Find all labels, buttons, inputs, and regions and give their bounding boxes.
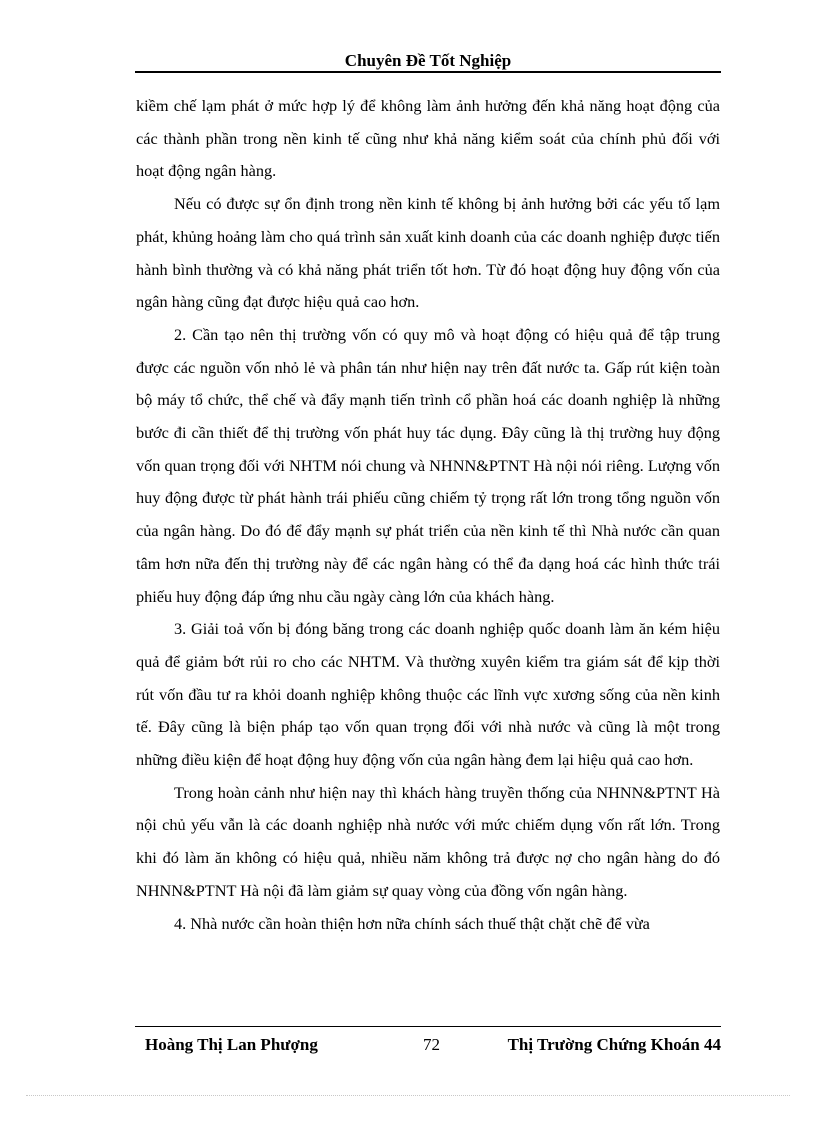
paragraph: Nếu có được sự ổn định trong nền kinh tế không bị ảnh hưởng bởi các yếu tố lạm phát, khủng hoảng làm cho quá trình sản xuất kinh doanh của các doanh nghiệp được tiến hành bình thường và có khả năng phát triển tốt hơn. Từ đó hoạt động huy động vốn của ngân hàng cũng đạt được hiệu quả cao hơn. — [136, 194, 720, 312]
paragraph: kiềm chế lạm phát ở mức hợp lý để không làm ảnh hưởng đến khả năng hoạt động của các thành phần trong nền kinh tế cũng như khả năng kiểm soát của chính phủ đối với hoạt động ngân hàng. — [136, 96, 720, 181]
footer-rule — [135, 1026, 721, 1027]
page-edge-divider — [26, 1095, 790, 1096]
paragraph: 4. Nhà nước cần hoàn thiện hơn nữa chính sách thuế thật chặt chẽ để vừa — [174, 913, 650, 933]
document-body — [136, 90, 720, 940]
footer-page-number: 72 — [423, 1035, 440, 1054]
paragraph: Trong hoàn cảnh như hiện nay thì khách hàng truyền thống của NHNN&PTNT Hà nội chủ yếu vẫn là các doanh nghiệp nhà nước với mức chiếm dụng vốn rất lớn. Trong khi đó làm ăn không có hiệu quả, nhiều năm không trả được nợ cho ngân hàng do đó NHNN&PTNT Hà nội đã làm giảm sự quay vòng của đồng vốn ngân hàng. — [136, 782, 720, 900]
header-rule — [135, 71, 721, 73]
paragraph: 3. Giải toả vốn bị đóng băng trong các doanh nghiệp quốc doanh làm ăn kém hiệu quả để giảm bớt rủi ro cho các NHTM. Và thường xuyên kiểm tra giám sát để kịp thời rút vốn đầu tư ra khỏi doanh nghiệp không thuộc các lĩnh vực xương sống của nền kinh tế. Đây cũng là biện pháp tạo vốn quan trọng đối với nhà nước và cũng là một trong những điều kiện để hoạt động huy động vốn của ngân hàng đem lại hiệu quả cao hơn. — [136, 619, 720, 770]
page-header-title: Chuyên Đề Tốt Nghiệp — [344, 51, 512, 70]
footer-topic: Thị Trường Chứng Khoán 44 — [507, 1035, 721, 1054]
footer-author: Hoàng Thị Lan Phượng — [145, 1035, 318, 1054]
paragraph: 2. Cần tạo nên thị trường vốn có quy mô và hoạt động có hiệu quả để tập trung được các nguồn vốn nhỏ lẻ và phân tán như hiện nay trên đất nước ta. Gấp rút kiện toàn bộ máy tổ chức, thể chế và đẩy mạnh tiến trình cổ phần hoá các doanh nghiệp là những bước đi cần thiết để thị trường vốn phát huy tác dụng. Đây cũng là thị trường huy động vốn quan trọng đối với NHTM nói chung và NHNN&PTNT Hà nội nói riêng. Lượng vốn huy động được từ phát hành trái phiếu cũng chiếm tỷ trọng rất lớn trong tổng nguồn vốn của ngân hàng. Do đó để đẩy mạnh sự phát triển của nền kinh tế thì Nhà nước cần quan tâm hơn nữa đến thị trường này để các ngân hàng có thể đa dạng hoá các hình thức trái phiếu huy động đáp ứng nhu cầu ngày càng lớn của khách hàng. — [136, 324, 720, 606]
page-footer — [135, 1034, 721, 1058]
